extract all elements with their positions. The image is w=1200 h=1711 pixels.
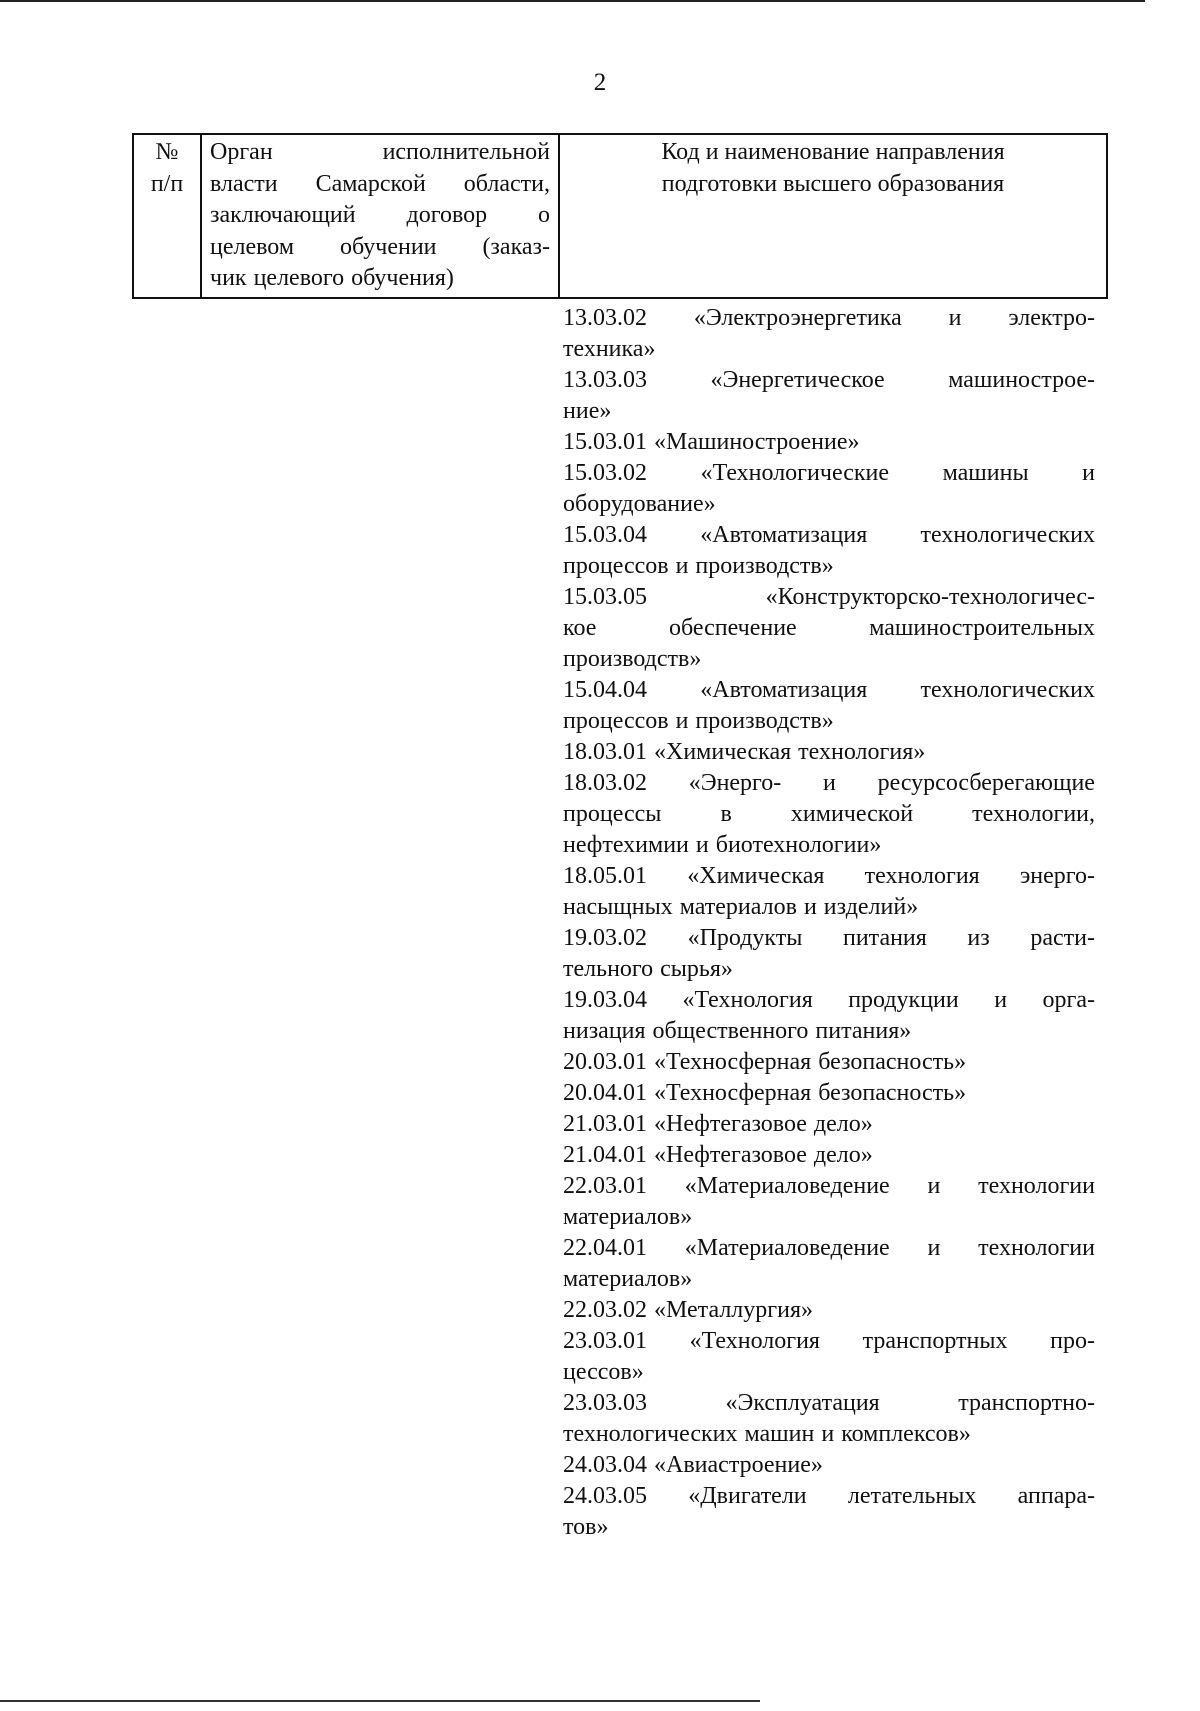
direction-code-line (563, 1047, 1095, 1078)
direction-item (563, 861, 1095, 923)
direction-continuation-line (563, 1419, 1095, 1450)
word: транспортных (862, 1328, 1008, 1354)
word: питания» (815, 1018, 912, 1044)
word: «Технологические (700, 460, 889, 486)
word: энерго- (1019, 863, 1095, 889)
direction-item (563, 737, 1095, 768)
word: материалов» (563, 1266, 693, 1292)
word: 22.03.01 (563, 1173, 647, 1199)
word: 24.03.04 (563, 1452, 647, 1478)
word: «Материаловедение (684, 1173, 890, 1199)
direction-code-line (563, 520, 1095, 551)
word: кое (563, 615, 597, 641)
directions-list (563, 303, 1095, 1543)
word: технологии, (972, 801, 1095, 827)
word: тельного (563, 956, 654, 982)
direction-item (563, 768, 1095, 861)
word: «Нефтегазовое (654, 1111, 807, 1137)
direction-item (563, 1171, 1095, 1233)
direction-code-line (563, 675, 1095, 706)
word: 21.04.01 (563, 1142, 647, 1168)
word: аппара- (1017, 1483, 1095, 1509)
direction-item (563, 1481, 1095, 1543)
direction-continuation-line (563, 706, 1095, 737)
word: 15.04.04 (563, 677, 647, 703)
word: и (803, 894, 817, 920)
word: «Продукты (687, 925, 803, 951)
word: машиностроительных (869, 615, 1095, 641)
word: чик (210, 265, 247, 291)
word: 18.03.02 (563, 770, 647, 796)
word: 20.04.01 (563, 1080, 647, 1106)
direction-continuation-line (563, 489, 1095, 520)
word: производств» (563, 646, 702, 672)
direction-code-line (563, 582, 1095, 613)
word: производств» (695, 708, 834, 734)
word: технология» (798, 739, 926, 765)
word: 15.03.02 (563, 460, 647, 486)
direction-item (563, 1047, 1095, 1078)
direction-item (563, 985, 1095, 1047)
word: в (720, 801, 732, 827)
word: исполнительной (382, 139, 550, 165)
word: обучении (339, 233, 437, 260)
word: и (695, 832, 709, 858)
word: «Авиастроение» (654, 1452, 823, 1478)
direction-item (563, 582, 1095, 675)
word: 15.03.04 (563, 522, 647, 548)
word: обеспечение (668, 615, 797, 641)
direction-continuation-line (563, 1202, 1095, 1233)
word: низация (563, 1018, 646, 1044)
direction-continuation-line (563, 954, 1095, 985)
direction-item (563, 427, 1095, 458)
word: транспортно- (958, 1390, 1095, 1416)
word: «Энергетическое (710, 367, 885, 393)
word: изделий» (823, 894, 919, 920)
header-col-organ-line (210, 263, 550, 295)
word: целевого (253, 265, 345, 291)
word: договор (406, 202, 488, 228)
header-col-organ-line (210, 200, 550, 232)
header-col-code (558, 135, 1106, 297)
word: «Материаловедение (684, 1235, 890, 1261)
word: «Конструкторско-технологичес- (765, 584, 1095, 610)
word: «Энерго- (688, 770, 782, 796)
direction-continuation-line (563, 1016, 1095, 1047)
direction-item (563, 675, 1095, 737)
direction-code-line (563, 923, 1095, 954)
word: и (821, 1421, 835, 1447)
word: «Автоматизация (700, 677, 868, 703)
direction-continuation-line (563, 644, 1095, 675)
word: «Металлургия» (654, 1297, 813, 1323)
word: о (537, 202, 550, 228)
direction-continuation-line (563, 551, 1095, 582)
word: «Техносферная (654, 1049, 812, 1075)
word: материалов (679, 894, 797, 920)
word: технологических (920, 522, 1095, 548)
word: машинострое- (948, 367, 1095, 393)
word: тов» (563, 1514, 609, 1540)
word: области, (463, 170, 550, 197)
direction-code-line (563, 1233, 1095, 1264)
word: «Электроэнергетика (693, 305, 902, 331)
direction-code-line (563, 1450, 1095, 1481)
header-col-code-line: подготовки высшего образования (661, 170, 1005, 197)
direction-code-line (563, 737, 1095, 768)
word: нефтехимии (563, 832, 689, 858)
header-col-organ-line (210, 232, 550, 264)
word: ние» (563, 398, 612, 424)
direction-code-line (563, 427, 1095, 458)
direction-code-line (563, 985, 1095, 1016)
word: насыщных (563, 894, 673, 920)
direction-code-line (563, 365, 1095, 396)
word: питания (842, 925, 927, 951)
word: химической (790, 801, 914, 827)
header-col-code-line: Код и наименование направления (661, 139, 1005, 165)
direction-item (563, 1450, 1095, 1481)
direction-continuation-line (563, 613, 1095, 644)
direction-item (563, 520, 1095, 582)
direction-item (563, 1388, 1095, 1450)
word: «Химическая (687, 863, 825, 889)
direction-code-line (563, 1078, 1095, 1109)
word: машины (942, 460, 1029, 486)
direction-code-line (563, 1140, 1095, 1171)
direction-continuation-line (563, 1264, 1095, 1295)
word: и (927, 1173, 941, 1199)
word: «Двигатели (688, 1483, 807, 1509)
direction-item (563, 1233, 1095, 1295)
direction-item (563, 303, 1095, 365)
word: техника» (563, 336, 656, 362)
direction-continuation-line (563, 1357, 1095, 1388)
word: ресурсосберегающие (877, 770, 1095, 796)
page-number: 2 (593, 69, 607, 96)
word: 22.04.01 (563, 1235, 647, 1261)
direction-code-line (563, 458, 1095, 489)
word: «Нефтегазовое (654, 1142, 807, 1168)
word: технологии (978, 1235, 1095, 1261)
word: Орган (210, 139, 273, 165)
direction-continuation-line (563, 334, 1095, 365)
word: производств» (695, 553, 834, 579)
word: и (927, 1235, 941, 1261)
word: «Техносферная (654, 1080, 812, 1106)
direction-code-line (563, 768, 1095, 799)
direction-code-line (563, 1171, 1095, 1202)
word: орга- (1042, 987, 1095, 1013)
word: процессов (563, 553, 669, 579)
word: власти (210, 170, 278, 197)
direction-code-line (563, 1388, 1095, 1419)
direction-continuation-line (563, 892, 1095, 923)
word: «Технология (682, 987, 813, 1013)
word: общественного (652, 1018, 809, 1044)
word: обучения) (351, 265, 454, 291)
word: 23.03.01 (563, 1328, 647, 1354)
word: и (994, 987, 1008, 1013)
word: дело» (813, 1111, 873, 1137)
word: 13.03.03 (563, 367, 647, 393)
header-col-number (134, 135, 200, 297)
word: технологических (563, 1421, 738, 1447)
word: цессов» (563, 1359, 644, 1385)
word: 15.03.05 (563, 584, 647, 610)
direction-continuation-line (563, 396, 1095, 427)
word: «Автоматизация (700, 522, 868, 548)
direction-item (563, 1140, 1095, 1171)
word: процессов (563, 708, 669, 734)
word: (заказ- (482, 233, 550, 260)
word: про- (1050, 1328, 1095, 1354)
word: «Химическая (654, 739, 792, 765)
word: процессы (563, 801, 662, 827)
word: технологических (920, 677, 1095, 703)
word: летательных (847, 1483, 977, 1509)
word: 22.03.02 (563, 1297, 647, 1323)
word: биотехнологии» (715, 832, 882, 858)
header-col-number-line: № (155, 139, 179, 165)
direction-code-line (563, 1481, 1095, 1512)
word: комплексов» (841, 1421, 971, 1447)
word: и (1082, 460, 1095, 486)
word: машин (744, 1421, 815, 1447)
direction-item (563, 1078, 1095, 1109)
word: целевом (210, 233, 295, 260)
direction-item (563, 1109, 1095, 1140)
word: 20.03.01 (563, 1049, 647, 1075)
direction-continuation-line (563, 799, 1095, 830)
word: 15.03.01 (563, 429, 647, 455)
word: 19.03.04 (563, 987, 647, 1013)
word: «Эксплуатация (725, 1390, 880, 1416)
word: расти- (1030, 925, 1095, 951)
direction-item (563, 1326, 1095, 1388)
word: «Машиностроение» (654, 429, 860, 455)
direction-code-line (563, 1295, 1095, 1326)
word: дело» (813, 1142, 873, 1168)
word: 21.03.01 (563, 1111, 647, 1137)
header-col-organ-line (210, 169, 550, 201)
word: и (823, 770, 836, 796)
word: безопасность» (818, 1049, 967, 1075)
header-col-number-line: п/п (150, 170, 184, 197)
word: 23.03.03 (563, 1390, 647, 1416)
word: технология (864, 863, 980, 889)
header-col-organ-line (210, 137, 550, 169)
direction-continuation-line (563, 1512, 1095, 1543)
word: заключающий (210, 202, 356, 228)
word: из (967, 925, 990, 951)
word: и (948, 305, 962, 331)
direction-item (563, 365, 1095, 427)
direction-item (563, 1295, 1095, 1326)
word: материалов» (563, 1204, 693, 1230)
word: сырья» (660, 956, 733, 982)
direction-code-line (563, 303, 1095, 334)
header-col-organ (200, 135, 558, 297)
word: безопасность» (818, 1080, 967, 1106)
word: и (675, 708, 689, 734)
word: и (675, 553, 689, 579)
word: продукции (848, 987, 959, 1013)
direction-code-line (563, 1326, 1095, 1357)
table-header (132, 133, 1108, 299)
direction-continuation-line (563, 830, 1095, 861)
word: 18.03.01 (563, 739, 647, 765)
word: электро- (1008, 305, 1095, 331)
direction-item (563, 923, 1095, 985)
scan-edge-top (0, 0, 1145, 2)
word: «Технология (689, 1328, 820, 1354)
word: 18.05.01 (563, 863, 647, 889)
direction-code-line (563, 861, 1095, 892)
word: 24.03.05 (563, 1483, 647, 1509)
word: Самарской (315, 170, 426, 197)
word: оборудование» (563, 491, 716, 517)
word: технологии (978, 1173, 1095, 1199)
direction-item (563, 458, 1095, 520)
word: 19.03.02 (563, 925, 647, 951)
direction-code-line (563, 1109, 1095, 1140)
scan-edge-bottom (0, 1700, 760, 1702)
word: 13.03.02 (563, 305, 647, 331)
